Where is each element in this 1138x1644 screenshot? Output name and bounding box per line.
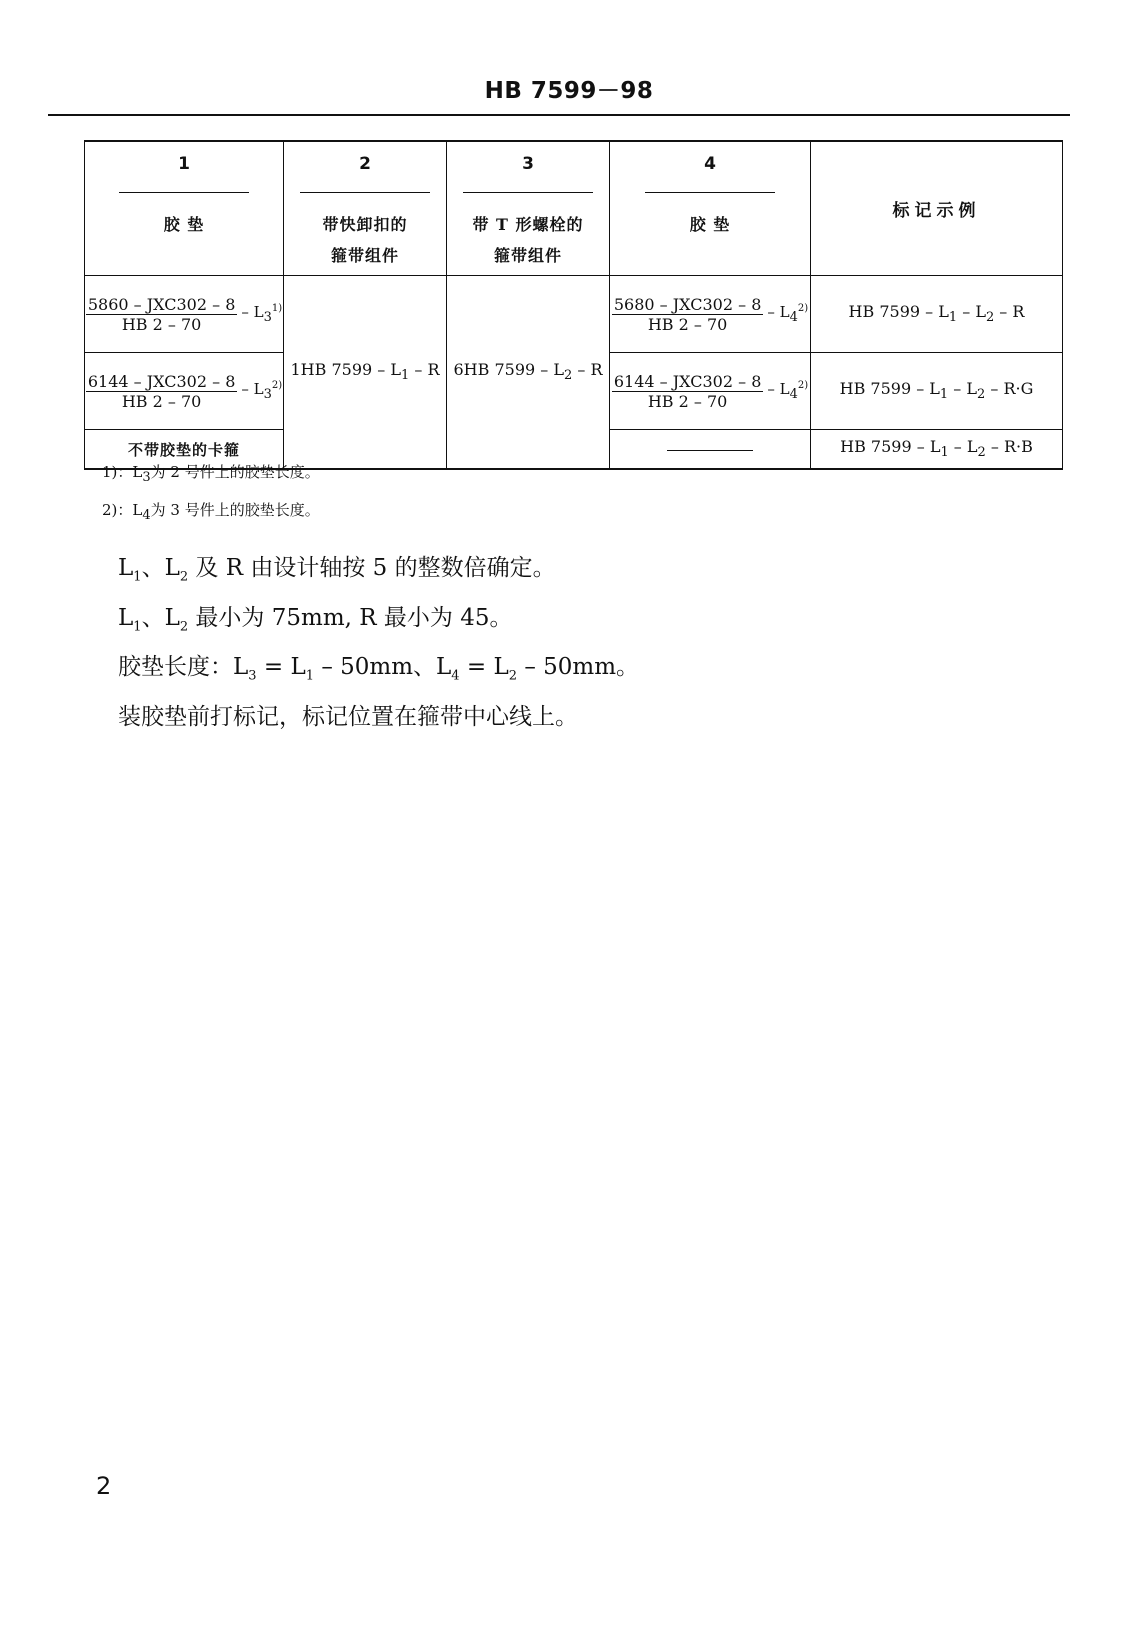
fraction-numerator: 6144 – JXC302 – 8 xyxy=(613,371,762,391)
mark-text: – R·B xyxy=(985,437,1033,457)
table-header-row xyxy=(85,141,1063,276)
column-number: 1 xyxy=(178,154,190,174)
mark-text: – L xyxy=(948,437,978,457)
fraction-numerator: 6144 – JXC302 – 8 xyxy=(87,371,236,391)
subscript: 2 xyxy=(985,310,995,326)
subscript: 3 xyxy=(263,387,272,402)
body-line-1: $L_1$、$L_2$ 及 R 由设计轴按 5 的整数倍确定。 xyxy=(118,555,556,585)
mark-text: HB 7599 – L xyxy=(840,437,941,457)
subscript: 1 xyxy=(948,310,958,326)
fraction-code xyxy=(86,295,282,334)
rubber-pad-cell-r1 xyxy=(85,276,284,353)
mark-text: HB 7599 – L xyxy=(839,379,940,399)
column-name: 胶 垫 xyxy=(163,215,205,234)
quick-release-assembly-cell xyxy=(284,276,447,470)
column-name-line2: 箍带组件 xyxy=(330,246,399,265)
column-header-3 xyxy=(447,141,610,276)
footnote-ref: 2) xyxy=(271,380,283,391)
fraction-denominator: HB 2 – 70 xyxy=(121,314,202,334)
fraction-suffix: – L xyxy=(241,303,264,321)
footnote-1: 1)：$L_3$为 2 号件上的胶垫长度。 xyxy=(102,463,320,485)
mark-example-r1 xyxy=(811,276,1063,353)
fraction-denominator: HB 2 – 70 xyxy=(647,391,728,411)
table-row xyxy=(85,276,1063,353)
column-name-line2: 箍带组件 xyxy=(493,246,562,265)
subscript: 4 xyxy=(789,310,798,325)
subscript: 2 xyxy=(977,387,986,403)
empty-pad-cell xyxy=(610,430,811,470)
column-header-2 xyxy=(284,141,447,276)
column-divider-line xyxy=(463,192,593,193)
t-bolt-assembly-cell xyxy=(447,276,610,470)
fraction-denominator: HB 2 – 70 xyxy=(121,391,202,411)
mark-text: – L xyxy=(948,379,977,399)
fraction-suffix: – L xyxy=(767,380,790,398)
column-number: 4 xyxy=(704,154,716,174)
column-name: 带快卸扣的 xyxy=(322,215,408,234)
code-suffix: – R xyxy=(409,360,440,380)
column-number: 2 xyxy=(359,154,371,174)
mark-example-r2 xyxy=(811,353,1063,430)
rubber-pad-4-cell-r1 xyxy=(610,276,811,353)
footnote-2: 2)：$L_4$为 3 号件上的胶垫长度。 xyxy=(102,501,320,523)
code-suffix: – R xyxy=(572,360,603,380)
fraction-code xyxy=(612,372,808,411)
column-divider-line xyxy=(119,192,249,193)
column-divider-line xyxy=(645,192,775,193)
body-text xyxy=(118,548,639,737)
subscript: 2 xyxy=(977,445,986,461)
subscript: 3 xyxy=(263,310,272,325)
mark-example-r3 xyxy=(811,430,1063,470)
column-header-mark-example xyxy=(811,141,1063,276)
document-header-title: HB 7599－98 xyxy=(484,78,654,104)
marking-table xyxy=(84,140,1063,470)
table-footnotes xyxy=(102,456,320,532)
mark-text: – R xyxy=(994,302,1025,322)
footnote-ref: 1) xyxy=(271,303,283,314)
body-line-4: 装胶垫前打标记，标记位置在箍带中心线上。 xyxy=(118,703,578,730)
body-line-2: $L_1$、$L_2$ 最小为 75mm, R 最小为 45。 xyxy=(118,604,513,635)
code-text: 6HB 7599 – L xyxy=(453,360,564,380)
column-header-1 xyxy=(85,141,284,276)
column-header-4 xyxy=(610,141,811,276)
mark-text: HB 7599 – L xyxy=(848,302,949,322)
subscript: 2 xyxy=(564,368,573,384)
subscript: 1 xyxy=(940,445,949,461)
code-text: 1HB 7599 – L xyxy=(290,360,401,380)
header-rule xyxy=(48,114,1070,116)
subscript: 1 xyxy=(401,368,410,384)
footnote-ref: 2) xyxy=(797,380,809,391)
column-name: 带 T 形螺栓的 xyxy=(472,215,584,234)
subscript: 4 xyxy=(789,387,798,402)
dash-line xyxy=(667,450,753,451)
fraction-denominator: HB 2 – 70 xyxy=(647,314,728,334)
column-name: 胶 垫 xyxy=(689,215,731,234)
fraction-numerator: 5680 – JXC302 – 8 xyxy=(613,294,762,314)
fraction-code xyxy=(612,295,808,334)
column-number: 3 xyxy=(522,154,534,174)
mark-text: – R·G xyxy=(985,379,1034,399)
column-divider-line xyxy=(300,192,430,193)
mark-text: – L xyxy=(957,302,986,322)
no-pad-clamp-label: 不带胶垫的卡箍 xyxy=(127,440,240,459)
fraction-suffix: – L xyxy=(767,303,790,321)
fraction-suffix: – L xyxy=(241,380,264,398)
rubber-pad-4-cell-r2 xyxy=(610,353,811,430)
rubber-pad-cell-r2 xyxy=(85,353,284,430)
fraction-code xyxy=(86,372,282,411)
footnote-ref: 2) xyxy=(797,303,809,314)
subscript: 1 xyxy=(939,387,949,403)
page-number: 2 xyxy=(96,1472,112,1500)
body-line-3: 胶垫长度：$L_3 = L_1 - 50mm$、$L_4 = L_2 - 50mm$。 xyxy=(118,654,640,684)
mark-example-heading: 标记示例 xyxy=(892,201,981,221)
fraction-numerator: 5860 – JXC302 – 8 xyxy=(87,294,236,314)
